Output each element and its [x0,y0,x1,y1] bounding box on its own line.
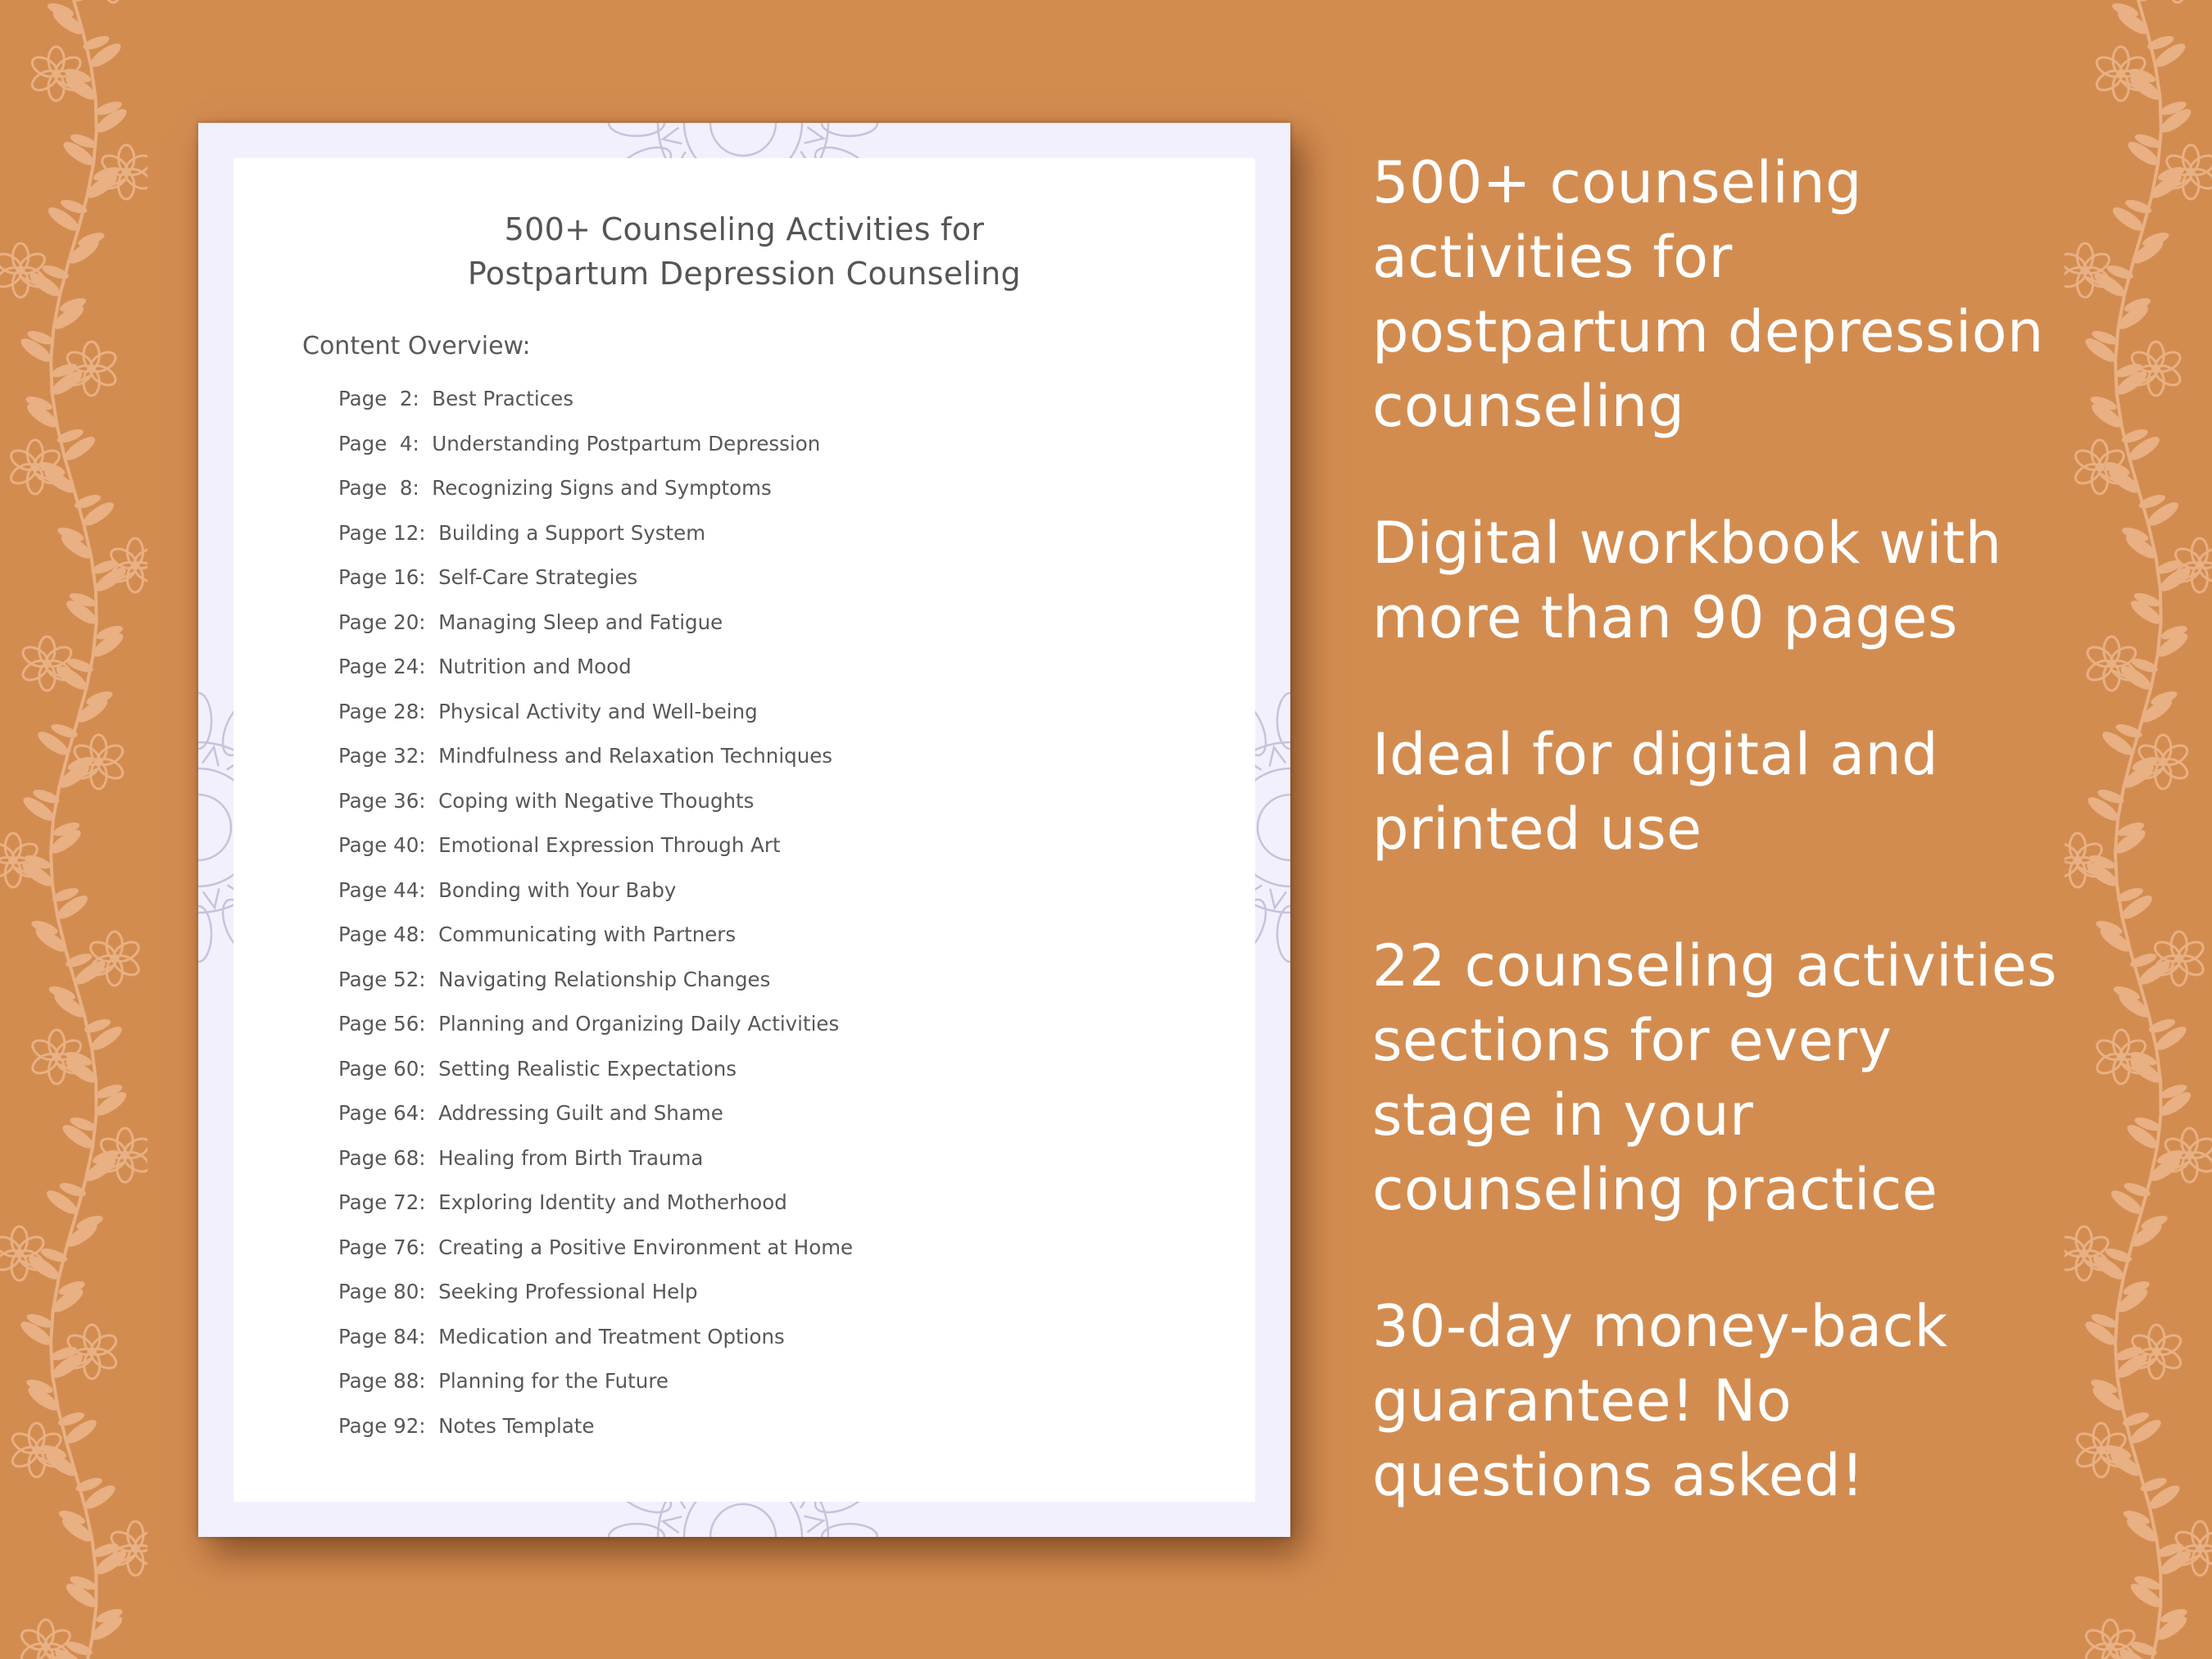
feature-line: 22 counseling activities [1372,932,2058,999]
toc-item: Page 68: Healing from Birth Trauma [338,1145,704,1170]
feature-line: counseling [1372,373,1685,440]
feature-text [1372,1290,2077,1513]
toc-item: Page 80: Seeking Professional Help [338,1280,698,1303]
feature-line: sections for every [1372,1007,1892,1074]
document-title-line-2: Postpartum Depression Counseling [467,256,1022,292]
toc-item: Page 44: Bonding with Your Baby [338,877,677,902]
toc-item: Page 24: Nutrition and Mood [338,655,632,678]
floral-vine-right-icon [2065,0,2212,1659]
toc-item: Page 16: Self-Care Strategies [338,565,638,589]
feature-line: guarantee! No [1372,1367,1793,1435]
feature-line: questions asked! [1372,1442,1865,1509]
toc-item: Page 84: Medication and Treatment Options [338,1324,785,1349]
feature-line: counseling practice [1372,1156,1938,1223]
feature-line: Digital workbook with [1372,510,2002,577]
toc-item: Page 40: Emotional Expression Through Art [338,833,781,857]
mandala-right-icon [1249,664,1290,991]
document-title-line-1: 500+ Counseling Activities for [504,211,985,247]
toc-item: Page 28: Physical Activity and Well-being [338,699,758,723]
feature-text [1372,146,2077,444]
table-of-contents [338,388,853,1459]
toc-item: Page 92: Notes Template [338,1413,595,1438]
toc-item: Page 20: Managing Sleep and Fatigue [338,610,723,634]
toc-item: Page 56: Planning and Organizing Daily Activities [338,1012,840,1036]
toc-item: Page 60: Setting Realistic Expectations [338,1056,737,1081]
toc-item: Page 64: Addressing Guilt and Shame [338,1101,723,1125]
feature-line: printed use [1372,796,1702,863]
feature-list [1372,146,2077,1575]
feature-line: 30-day money-back [1372,1293,1948,1360]
feature-text [1372,506,2077,655]
toc-item: Page 32: Mindfulness and Relaxation Techniques [338,744,833,768]
toc-item: Page 12: Building a Support System [338,520,706,545]
toc-item: Page 36: Coping with Negative Thoughts [338,788,755,813]
feature-text [1372,718,2077,867]
toc-item: Page 72: Exploring Identity and Motherhood [338,1190,787,1214]
feature-text [1372,929,2077,1227]
page-content [233,158,1255,1502]
toc-item: Page 52: Navigating Relationship Changes [338,967,771,991]
workbook-page-preview [198,123,1290,1537]
content-overview-label: Content Overview: [302,332,531,360]
floral-vine-left-icon [0,0,147,1659]
document-title [233,207,1255,296]
feature-line: activities for [1372,224,1733,291]
toc-item: Page 88: Planning for the Future [338,1369,669,1393]
feature-line: more than 90 pages [1372,584,1958,651]
toc-item: Page 4: Understanding Postpartum Depression [338,431,821,456]
toc-item: Page 2: Best Practices [338,387,573,410]
feature-line: Ideal for digital and [1372,721,1939,788]
feature-line: postpartum depression [1372,298,2044,365]
feature-line: 500+ counseling [1372,149,1862,216]
toc-item: Page 76: Creating a Positive Environment at Home [338,1235,854,1259]
mandala-bottom-icon [579,1496,907,1537]
toc-item: Page 8: Recognizing Signs and Symptoms [338,476,772,500]
feature-line: stage in your [1372,1081,1754,1149]
toc-item: Page 48: Communicating with Partners [338,922,737,946]
